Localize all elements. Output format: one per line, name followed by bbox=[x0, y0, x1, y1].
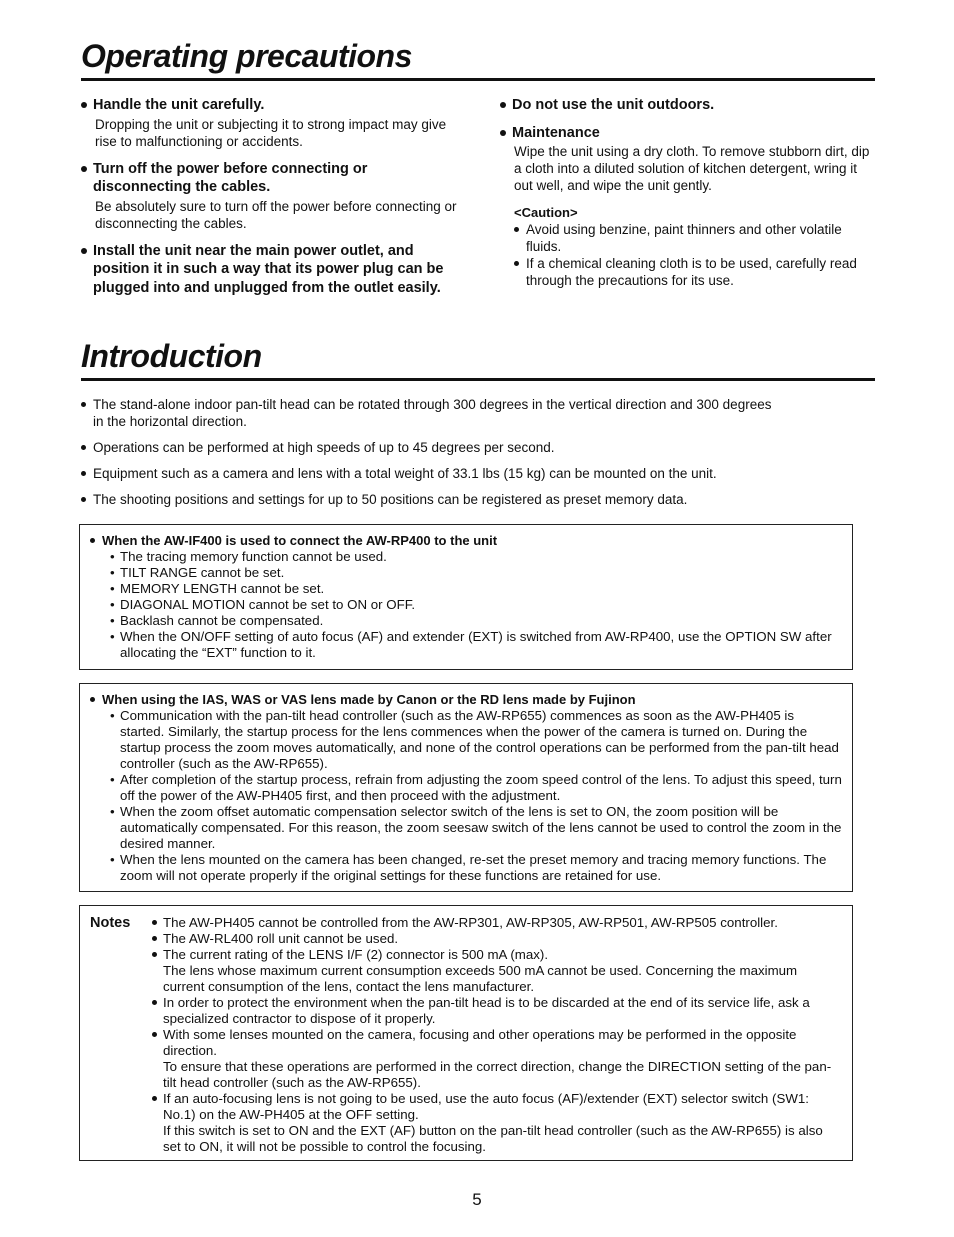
page-number: 5 bbox=[472, 1190, 482, 1209]
note-box-aw-if400 bbox=[79, 524, 853, 670]
list-item: • When the lens mounted on the camera has been changed, re-set the preset memory and tracing memory functions. The zoom will not operate properly if the original settings for these functions are retained for use. bbox=[110, 852, 842, 884]
precaution-heading: Turn off the power before connecting or disconnecting the cables. bbox=[81, 160, 466, 197]
introduction-list bbox=[81, 396, 781, 517]
list-item: • MEMORY LENGTH cannot be set. bbox=[110, 581, 842, 597]
precaution-body: Wipe the unit using a dry cloth. To remove stubborn dirt, dip a cloth into a diluted solution of kitchen detergent, wring it out well, and wipe the unit gently. bbox=[514, 144, 870, 193]
caution-item: If a chemical cleaning cloth is to be used, carefully read through the precautions for its use. bbox=[514, 255, 875, 289]
list-item: The stand-alone indoor pan-tilt head can be rotated through 300 degrees in the vertical direction and 300 degrees in the horizontal direction. bbox=[81, 396, 781, 430]
precaution-item bbox=[81, 160, 466, 232]
list-item: • DIAGONAL MOTION cannot be set to ON or OFF. bbox=[110, 597, 842, 613]
list-item: • When the zoom offset automatic compensation selector switch of the lens is set to ON, the zoom position will be automatically compensated. For this reason, the zoom seesaw switch of the lens cannot be used to control the zoom in the desired manner. bbox=[110, 804, 842, 852]
list-item: • Communication with the pan-tilt head controller (such as the AW-RP655) commences as soon as the AW-PH405 is started. Similarly, the startup process for the lens commences when the power of the camera is turned on. During the startup process the zoom moves automatically, and none of the control operations can be performed from the pan-tilt head controller (such as the AW-RP655). bbox=[110, 708, 842, 772]
list-item: Equipment such as a camera and lens with a total weight of 33.1 lbs (15 kg) can be mounted on the unit. bbox=[81, 465, 781, 482]
notes-box bbox=[79, 905, 853, 1161]
note-text: If an auto-focusing lens is not going to be used, use the auto focus (AF)/extender (EXT) selector switch (SW1: No.1) on the AW-PH405 at the OFF setting. bbox=[163, 1091, 809, 1122]
notes-list bbox=[152, 915, 842, 1155]
box-heading: When using the IAS, WAS or VAS lens made by Canon or the RD lens made by Fujinon bbox=[90, 692, 842, 708]
list-item: • Backlash cannot be compensated. bbox=[110, 613, 842, 629]
note-box-lens bbox=[79, 683, 853, 892]
list-item: • After completion of the startup process, refrain from adjusting the zoom speed control of the lens. To adjust this speed, turn off the power of the AW-PH405 first, and then proceed with the adjustment. bbox=[110, 772, 842, 804]
note-item bbox=[152, 931, 842, 947]
note-extra: To ensure that these operations are performed in the correct direction, change the DIRECTION setting of the pan-tilt head controller (such as the AW-RP655). bbox=[163, 1059, 832, 1090]
list-item: The shooting positions and settings for up to 50 positions can be registered as preset memory data. bbox=[81, 491, 781, 508]
notes-label: Notes bbox=[90, 915, 131, 931]
list-item: • TILT RANGE cannot be set. bbox=[110, 565, 842, 581]
precaution-heading: Maintenance bbox=[500, 124, 875, 143]
precaution-heading: Install the unit near the main power outlet, and position it in such a way that its power plug can be plugged into and unplugged from the outlet easily. bbox=[81, 242, 466, 298]
precaution-item-maintenance bbox=[500, 124, 875, 195]
caution-label: <Caution> bbox=[514, 205, 578, 220]
note-text: In order to protect the environment when the pan-tilt head is to be discarded at the end of its service life, ask a specialized contractor to dispose of it properly. bbox=[163, 995, 810, 1026]
precaution-heading: Handle the unit carefully. bbox=[81, 96, 466, 115]
note-text: The current rating of the LENS I/F (2) connector is 500 mA (max). bbox=[163, 947, 549, 962]
list-item: Operations can be performed at high speeds of up to 45 degrees per second. bbox=[81, 439, 781, 456]
list-item: • When the ON/OFF setting of auto focus (AF) and extender (EXT) is switched from AW-RP400, use the OPTION SW after allocating the “EXT” function to it. bbox=[110, 629, 842, 661]
note-item bbox=[152, 947, 842, 995]
note-item bbox=[152, 915, 842, 931]
note-text: The AW-RL400 roll unit cannot be used. bbox=[163, 931, 399, 946]
precaution-heading: Do not use the unit outdoors. bbox=[500, 96, 875, 115]
precaution-item bbox=[81, 242, 466, 298]
note-item bbox=[152, 1091, 842, 1155]
section-title-introduction: Introduction bbox=[81, 338, 875, 381]
note-text: With some lenses mounted on the camera, focusing and other operations may be performed in the opposite direction. bbox=[163, 1027, 797, 1058]
box-heading: When the AW-IF400 is used to connect the AW-RP400 to the unit bbox=[90, 533, 842, 549]
note-text: The AW-PH405 cannot be controlled from the AW-RP301, AW-RP305, AW-RP501, AW-RP505 controller. bbox=[163, 915, 778, 930]
precaution-item bbox=[500, 96, 875, 115]
note-extra: If this switch is set to ON and the EXT (AF) button on the pan-tilt head controller (such as the AW-RP655) is also set to ON, it will not be possible to control the focusing. bbox=[163, 1123, 823, 1154]
note-item bbox=[152, 1027, 842, 1091]
precaution-body: Dropping the unit or subjecting it to strong impact may give rise to malfunctioning or accidents. bbox=[95, 116, 447, 149]
note-item bbox=[152, 995, 842, 1027]
list-item: • The tracing memory function cannot be used. bbox=[110, 549, 842, 565]
note-extra: The lens whose maximum current consumption exceeds 500 mA cannot be used. Concerning the maximum current consumption of the lens, contact the lens manufacturer. bbox=[163, 963, 798, 994]
precautions-left-column bbox=[81, 96, 466, 307]
precaution-body: Be absolutely sure to turn off the power before connecting or disconnecting the cables. bbox=[95, 198, 457, 231]
precautions-right-column bbox=[500, 96, 875, 289]
section-title-operating-precautions: Operating precautions bbox=[81, 38, 875, 81]
caution-item: Avoid using benzine, paint thinners and other volatile fluids. bbox=[514, 221, 875, 255]
precaution-item bbox=[81, 96, 466, 150]
